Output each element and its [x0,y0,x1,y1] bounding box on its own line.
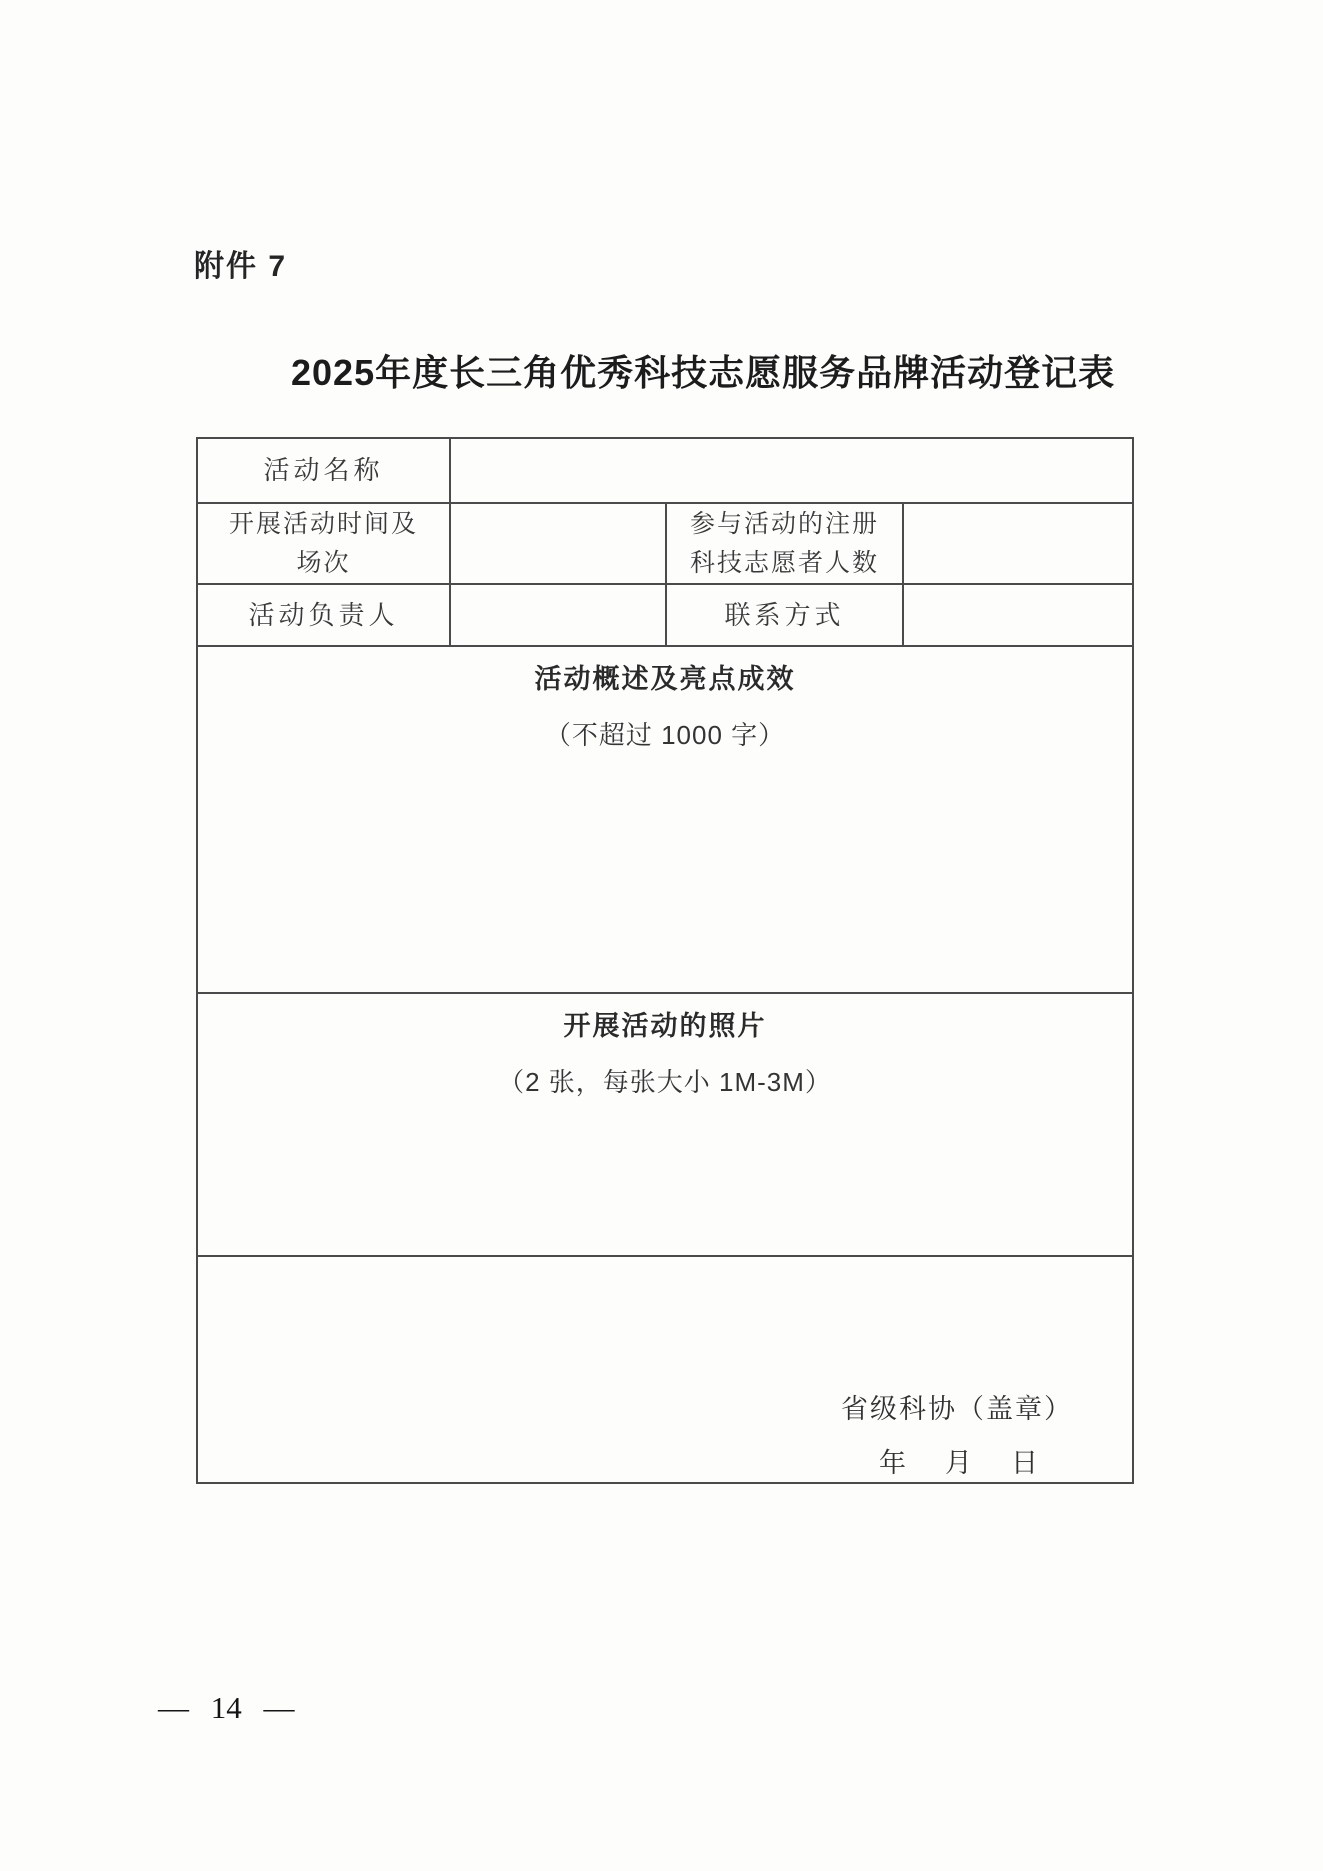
overview-note: （不超过 1000 字） [544,719,786,750]
photos-cell [198,994,1132,1255]
activity-time-value-cell [449,504,665,583]
activity-name-value-cell [449,439,1132,502]
contact-value-cell [902,585,1132,645]
row-activity-name [198,439,1132,502]
signature-cell [198,1257,1132,1482]
leader-value-cell [449,585,665,645]
contact-label: 联系方式 [665,585,902,645]
overview-heading: 活动概述及亮点成效 [534,664,796,694]
row-signature [198,1255,1132,1482]
photos-note: （2 张，每张大小 1M-3M） [498,1066,832,1097]
photos-heading: 开展活动的照片 [563,1011,767,1041]
row-photos [198,992,1132,1255]
page-title: 2025年度长三角优秀科技志愿服务品牌活动登记表 [291,352,1116,393]
activity-name-label: 活动名称 [263,455,384,485]
volunteer-count-label: 参与活动的注册 科技志愿者人数 [665,504,902,583]
attachment-label: 附件 7 [194,250,288,283]
overview-cell [198,647,1132,992]
volunteer-count-value-cell [902,504,1132,583]
row-leader-contact [198,583,1132,645]
signature-org-label: 省级科协（盖章） [841,1394,1073,1424]
page-number: — 14 — [158,1690,295,1725]
activity-time-label: 开展活动时间及 场次 [228,509,418,577]
registration-form-table [196,437,1134,1484]
row-overview [198,645,1132,992]
signature-date-label: 年 月 日 [879,1448,1044,1478]
leader-label: 活动负责人 [248,599,399,630]
row-activity-time [198,502,1132,583]
